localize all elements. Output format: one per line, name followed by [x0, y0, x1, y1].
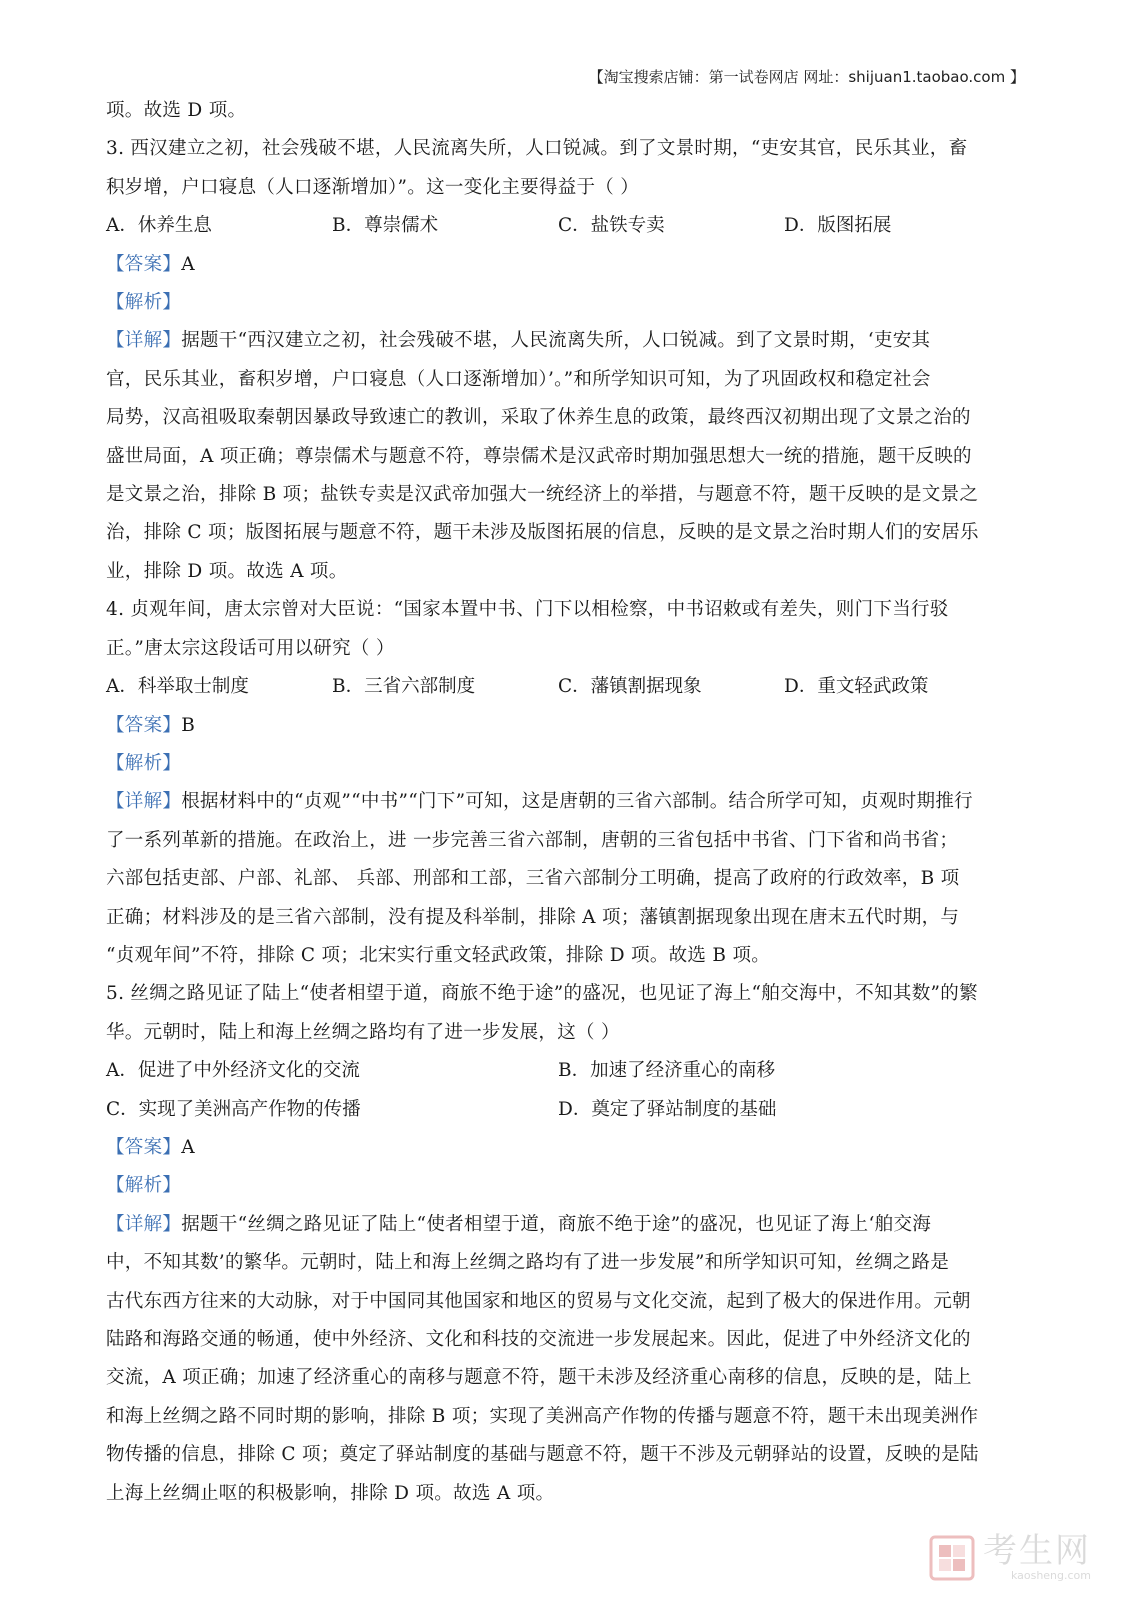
kaosheng-logo-icon — [929, 1535, 975, 1581]
answer-value: A — [181, 253, 195, 275]
analysis-tag: 【解析】 — [106, 1175, 182, 1197]
option-a: A．科举取士制度 — [106, 676, 249, 698]
shop-header: 【淘宝搜索店铺：第一试卷网店 网址：shijuan1.taobao.com 】 — [588, 68, 1025, 86]
answer-value: B — [181, 714, 196, 736]
option-a: A．促进了中外经济文化的交流 — [106, 1060, 360, 1082]
detail-line: 物传播的信息，排除 C 项；奠定了驿站制度的基础与题意不符，题干不涉及元朝驿站的设置，反映的是陆 — [106, 1444, 979, 1466]
watermark — [929, 1533, 1091, 1582]
detail-line: 官，民乐其业，畜积岁增，户口寝息（人口逐渐增加）’。”和所学知识可知，为了巩固政权和稳定社会 — [106, 368, 931, 390]
answer-line — [106, 246, 1024, 284]
detail-line: 古代东西方往来的大动脉，对于中国同其他国家和地区的贸易与文化交流，起到了极大的保进作用。元朝 — [106, 1290, 971, 1312]
option-b: B．三省六部制度 — [332, 676, 476, 698]
detail-line: 治，排除 C 项；版图拓展与题意不符，题干未涉及版图拓展的信息，反映的是文景之治时期人们的安居乐 — [106, 522, 979, 544]
detail-line: 交流，A 项正确；加速了经济重心的南移与题意不符，题干未涉及经济重心南移的信息，反映的是，陆上 — [106, 1367, 972, 1389]
question-3-stem: 积岁增，户口寝息（人口逐渐增加）”。这一变化主要得益于（ ） — [106, 176, 640, 198]
detail-line: 盛世局面，A 项正确；尊崇儒术与题意不符，尊崇儒术是汉武帝时期加强思想大一统的措施，题干反映的 — [106, 445, 972, 467]
question-4-options — [106, 668, 1024, 706]
answer-value: A — [181, 1136, 195, 1158]
analysis-tag: 【解析】 — [106, 752, 182, 774]
detail-tag: 【详解】 — [106, 330, 182, 352]
option-c: C．藩镇割据现象 — [558, 676, 702, 698]
detail-line: 了一系列革新的措施。在政治上，进 一步完善三省六部制，唐朝的三省包括中书省、门下省和尚书省； — [106, 829, 959, 851]
option-b: B．尊崇儒术 — [332, 215, 439, 237]
detail-text: 据题干“丝绸之路见证了陆上“使者相望于道，商旅不绝于途”的盛况，也见证了海上‘舶交海 — [181, 1213, 932, 1235]
detail-line — [106, 1206, 1024, 1244]
document-body — [106, 92, 1024, 1513]
detail-tag: 【详解】 — [106, 1213, 182, 1235]
option-d: D．重文轻武政策 — [784, 676, 929, 698]
option-c: C．盐铁专卖 — [558, 215, 665, 237]
option-d: D．版图拓展 — [784, 215, 892, 237]
question-3-options — [106, 207, 1024, 245]
detail-line — [106, 783, 1024, 821]
detail-tag: 【详解】 — [106, 791, 182, 813]
question-4-stem: 正。”唐太宗这段话可用以研究（ ） — [106, 637, 395, 659]
detail-line: 上海上丝绸止呕的积极影响，排除 D 项。故选 A 项。 — [106, 1482, 555, 1504]
question-5-stem: 5. 丝绸之路见证了陆上“使者相望于道，商旅不绝于途”的盛况，也见证了海上“舶交海中，不知其数”的繁 — [106, 983, 978, 1005]
detail-text: 根据材料中的“贞观”“中书”“门下”可知，这是唐朝的三省六部制。结合所学可知，贞观时期推行 — [181, 791, 973, 813]
question-5-stem: 华。元朝时，陆上和海上丝绸之路均有了进一步发展，这（ ） — [106, 1021, 620, 1043]
text-line: 项。故选 D 项。 — [106, 100, 247, 121]
option-b: B．加速了经济重心的南移 — [558, 1060, 776, 1082]
analysis-tag: 【解析】 — [106, 292, 182, 314]
answer-tag: 【答案】 — [106, 253, 182, 275]
watermark-cn: 考生网 — [983, 1531, 1091, 1571]
answer-tag: 【答案】 — [106, 1136, 182, 1158]
question-5-options-row-1 — [106, 1052, 1024, 1090]
answer-line — [106, 707, 1024, 745]
detail-line: 业，排除 D 项。故选 A 项。 — [106, 560, 348, 582]
detail-line: “贞观年间”不符，排除 C 项；北宋实行重文轻武政策，排除 D 项。故选 B 项。 — [106, 944, 771, 966]
question-3-stem: 3. 西汉建立之初，社会残破不堪，人民流离失所，人口锐减。到了文景时期，“吏安其官，民乐其业，畜 — [106, 138, 968, 160]
detail-line — [106, 322, 1024, 360]
option-d: D．奠定了驿站制度的基础 — [558, 1098, 777, 1120]
detail-line: 中，不知其数’的繁华。元朝时，陆上和海上丝绸之路均有了进一步发展”和所学知识可知，丝绸之路是 — [106, 1252, 950, 1274]
detail-line: 局势，汉高祖吸取秦朝因暴政导致速亡的教训，采取了休养生息的政策，最终西汉初期出现了文景之治的 — [106, 407, 971, 429]
detail-line: 陆路和海路交通的畅通，使中外经济、文化和科技的交流进一步发展起来。因此，促进了中外经济文化的 — [106, 1329, 971, 1350]
detail-text: 据题干“西汉建立之初，社会残破不堪，人民流离失所，人口锐减。到了文景时期，‘吏安其 — [181, 330, 931, 352]
watermark-en: kaosheng.com — [1010, 1569, 1091, 1582]
detail-line: 六部包括吏部、户部、礼部、 兵部、刑部和工部，三省六部制分工明确，提高了政府的行政效率，B 项 — [106, 868, 960, 890]
answer-tag: 【答案】 — [106, 714, 182, 736]
detail-line: 是文景之治，排除 B 项；盐铁专卖是汉武帝加强大一统经济上的举措，与题意不符，题干反映的是文景之 — [106, 484, 979, 506]
detail-line: 和海上丝绸之路不同时期的影响，排除 B 项；实现了美洲高产作物的传播与题意不符，题干未出现美洲作 — [106, 1405, 979, 1427]
option-c: C．实现了美洲高产作物的传播 — [106, 1098, 361, 1120]
answer-line — [106, 1129, 1024, 1167]
detail-line: 正确；材料涉及的是三省六部制，没有提及科举制，排除 A 项；藩镇割据现象出现在唐末五代时期，与 — [106, 906, 960, 928]
option-a: A．休养生息 — [106, 215, 212, 237]
question-5-options-row-2 — [106, 1091, 1024, 1129]
question-4-stem: 4. 贞观年间，唐太宗曾对大臣说：“国家本置中书、门下以相检察，中书诏敕或有差失，则门下当行驳 — [106, 599, 949, 621]
